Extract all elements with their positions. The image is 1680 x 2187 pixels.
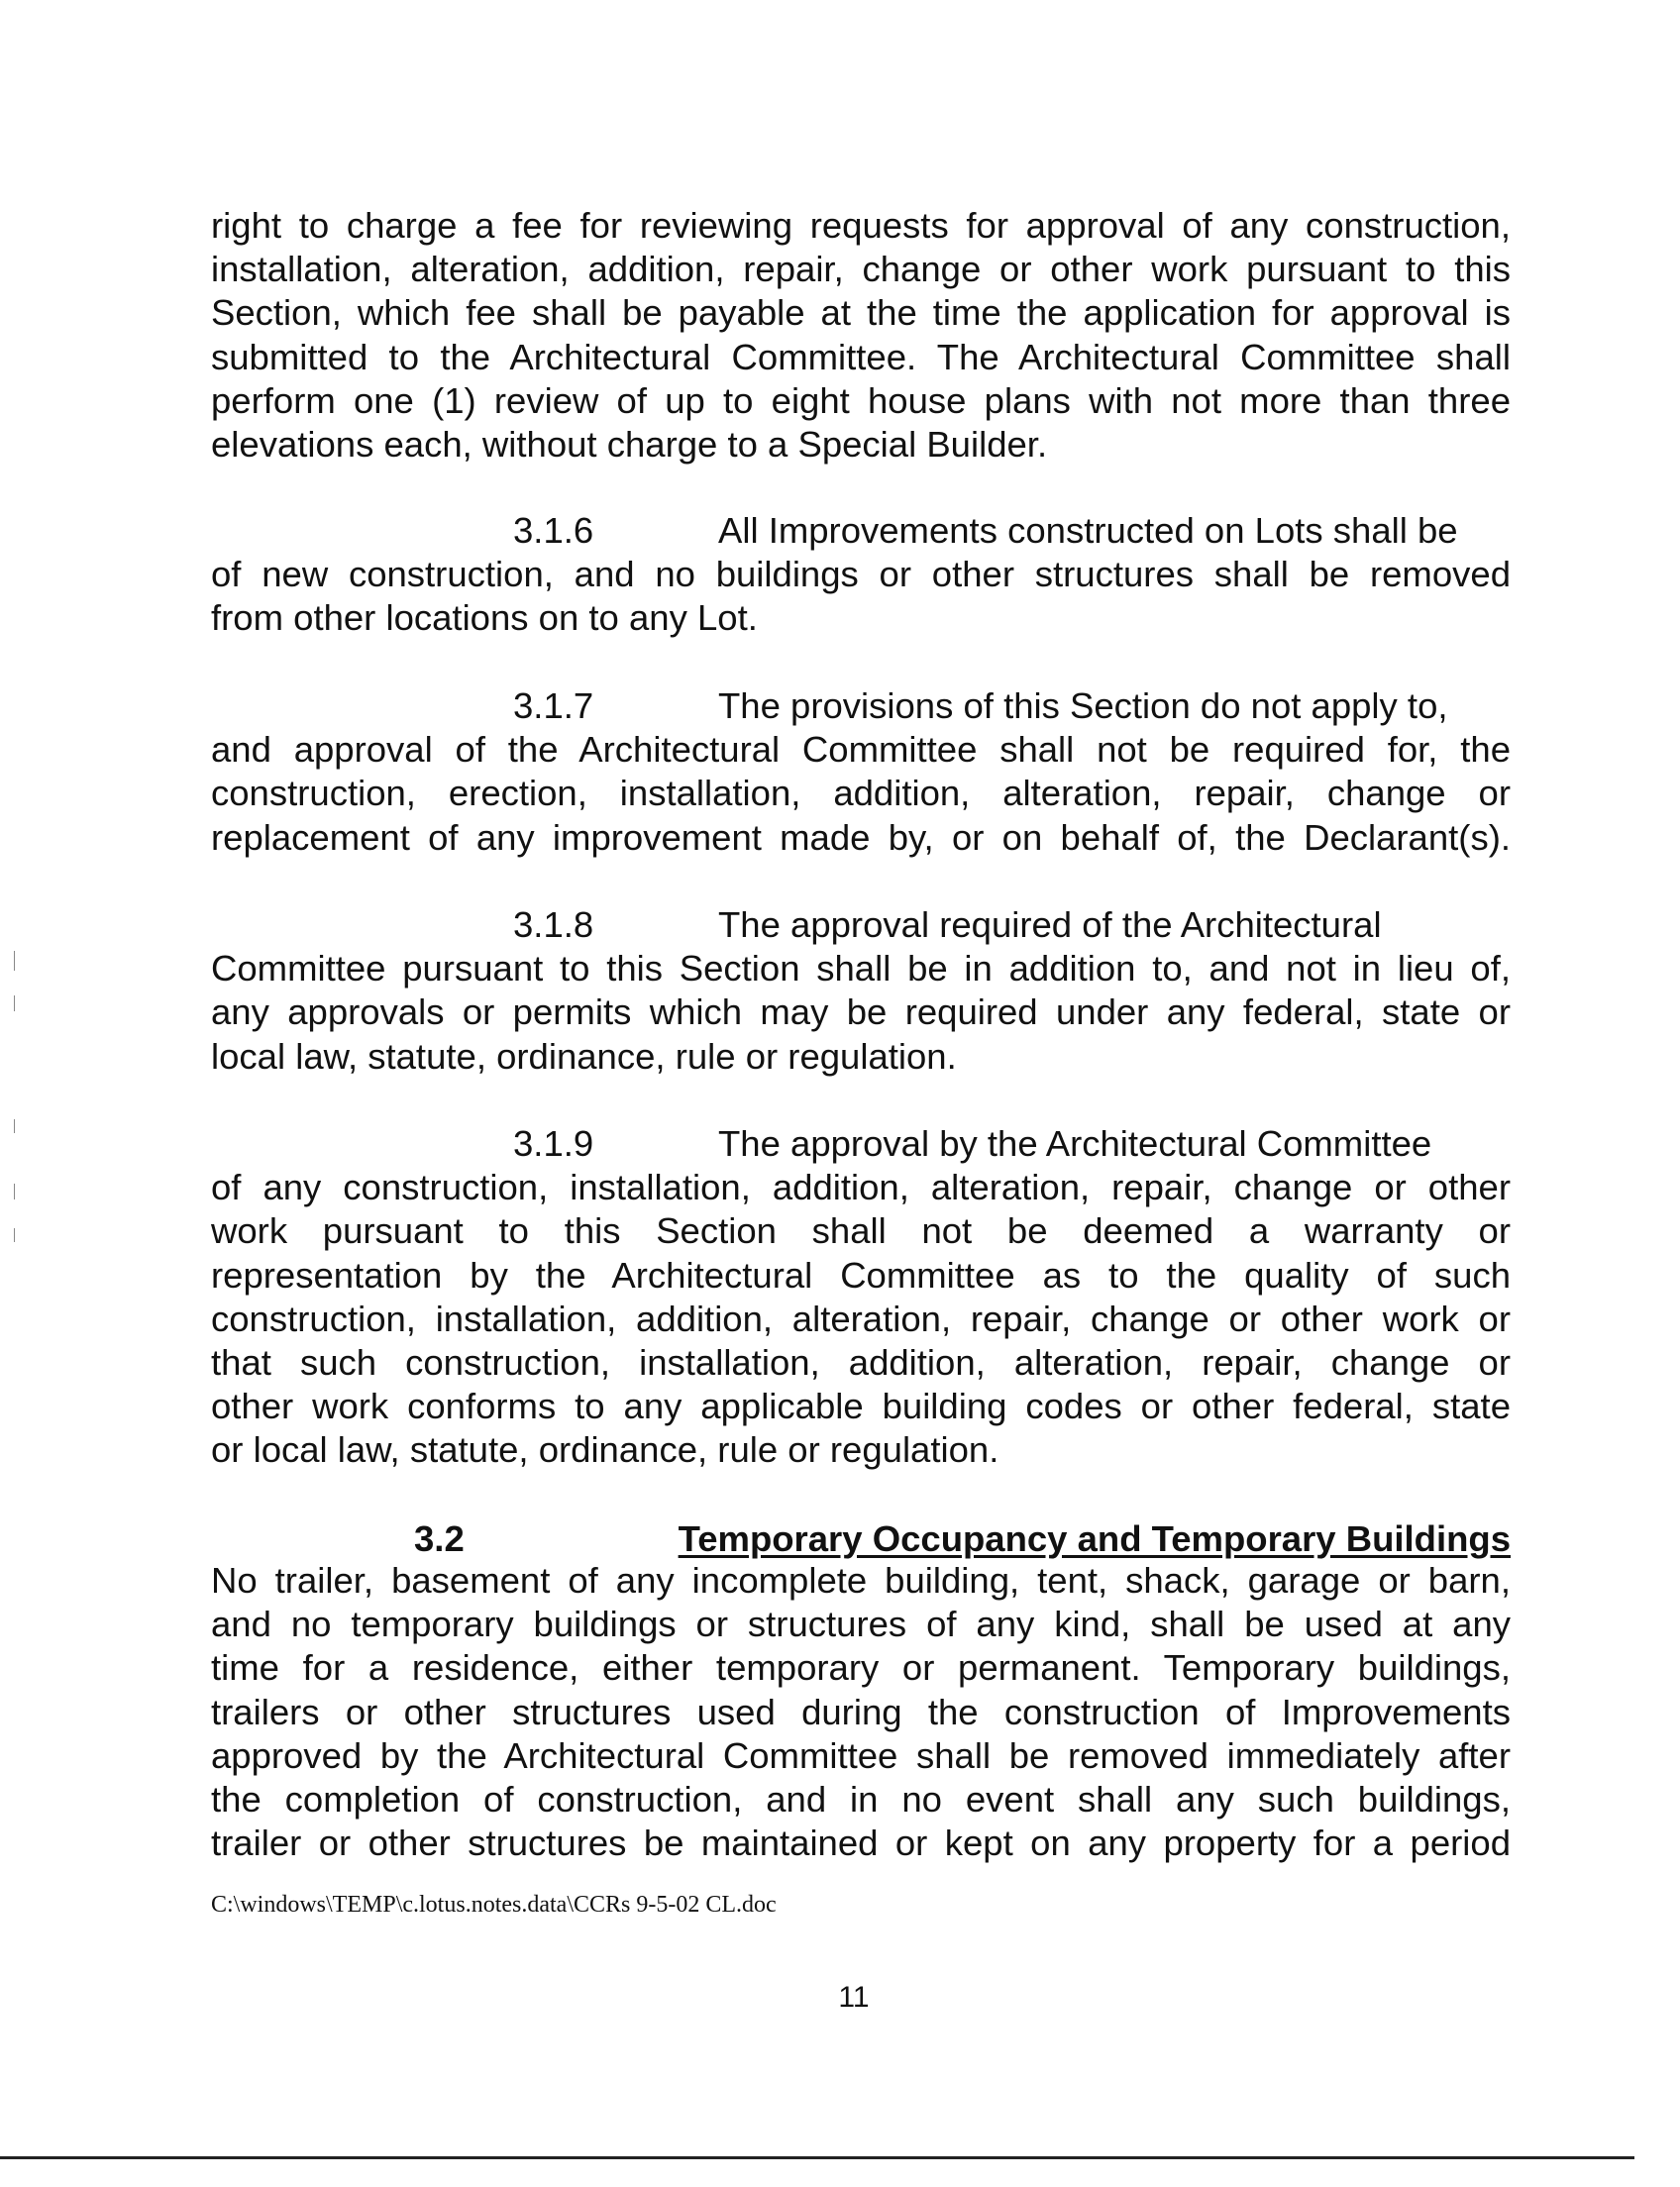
text-line: No trailer, basement of any incomplete building, tent, shack, garage or barn, [211, 1560, 1511, 1601]
text-line: work pursuant to this Section shall not be deemed a warranty or [211, 1210, 1511, 1252]
text-line: elevations each, without charge to a Special Builder. [211, 424, 1048, 466]
section-text: All Improvements constructed on Lots shall be [718, 510, 1458, 551]
section-3-2-body [211, 1559, 1511, 1865]
text-line [211, 684, 1511, 728]
text-line: representation by the Architectural Committee as to the quality of such [211, 1254, 1511, 1296]
text-line [211, 1122, 1511, 1166]
text-line: perform one (1) review of up to eight house plans with not more than three [211, 379, 1511, 421]
text-line: of new construction, and no buildings or other structures shall be removed [211, 554, 1511, 595]
text-line: or local law, statute, ordinance, rule or regulation. [211, 1429, 999, 1471]
section-3-1-6 [211, 509, 1511, 641]
text-line: approved by the Architectural Committee shall be removed immediately after [211, 1734, 1511, 1776]
text-line: submitted to the Architectural Committee. The Architectural Committee shall [211, 336, 1511, 377]
text-line: Section, which fee shall be payable at the time the application for approval is [211, 292, 1511, 334]
text-line [211, 903, 1511, 947]
section-number: 3.1.8 [513, 904, 594, 945]
paragraph-intro [211, 204, 1511, 467]
text-line: trailers or other structures used during the construction of Improvements [211, 1691, 1511, 1732]
section-text: The provisions of this Section do not apply to, [718, 685, 1448, 726]
scan-mark [14, 1119, 15, 1133]
text-line: and approval of the Architectural Committee shall not be required for, the [211, 729, 1511, 771]
text-line [211, 509, 1511, 553]
section-text: The approval required of the Architectural [718, 904, 1382, 945]
scan-mark [14, 951, 15, 971]
scan-mark [14, 1228, 15, 1242]
text-line: right to charge a fee for reviewing requests for approval of any construction, [211, 205, 1511, 246]
text-line: trailer or other structures be maintained or kept on any property for a period [211, 1822, 1511, 1864]
text-line: from other locations on to any Lot. [211, 597, 758, 639]
section-text: The approval by the Architectural Committee [718, 1123, 1432, 1164]
text-line: other work conforms to any applicable building codes or other federal, state [211, 1386, 1511, 1427]
section-title: Temporary Occupancy and Temporary Buildings [678, 1518, 1511, 1559]
footer-file-path: C:\windows\TEMP\c.lotus.notes.data\CCRs 9-5-02 CL.doc [211, 1892, 777, 1918]
text-line: replacement of any improvement made by, or on behalf of, the Declarant(s). [211, 816, 1511, 858]
text-line: that such construction, installation, addition, alteration, repair, change or [211, 1342, 1511, 1384]
text-line: construction, erection, installation, addition, alteration, repair, change or [211, 773, 1511, 814]
section-3-1-8 [211, 903, 1511, 1079]
section-number: 3.1.6 [513, 510, 594, 551]
section-3-1-7 [211, 684, 1511, 860]
section-number: 3.1.7 [513, 685, 594, 726]
text-line: the completion of construction, and in no event shall any such buildings, [211, 1779, 1511, 1821]
text-line: time for a residence, either temporary or permanent. Temporary buildings, [211, 1647, 1511, 1689]
bottom-rule [0, 2156, 1634, 2159]
text-line: construction, installation, addition, alteration, repair, change or other work or [211, 1298, 1511, 1339]
section-number: 3.1.9 [513, 1123, 594, 1164]
scan-mark [14, 1184, 15, 1199]
page-number: 11 [838, 1981, 870, 2014]
section-number: 3.2 [414, 1518, 465, 1559]
text-line: installation, alteration, addition, repair, change or other work pursuant to this [211, 249, 1511, 290]
text-line: of any construction, installation, addition, alteration, repair, change or other [211, 1167, 1511, 1208]
text-line: and no temporary buildings or structures of any kind, shall be used at any [211, 1604, 1511, 1645]
text-line: any approvals or permits which may be required under any federal, state or [211, 991, 1511, 1033]
text-line: Committee pursuant to this Section shall be in addition to, and not in lieu of, [211, 948, 1511, 989]
section-3-1-9 [211, 1122, 1511, 1473]
scan-mark [14, 995, 15, 1011]
text-line: local law, statute, ordinance, rule or regulation. [211, 1035, 957, 1077]
